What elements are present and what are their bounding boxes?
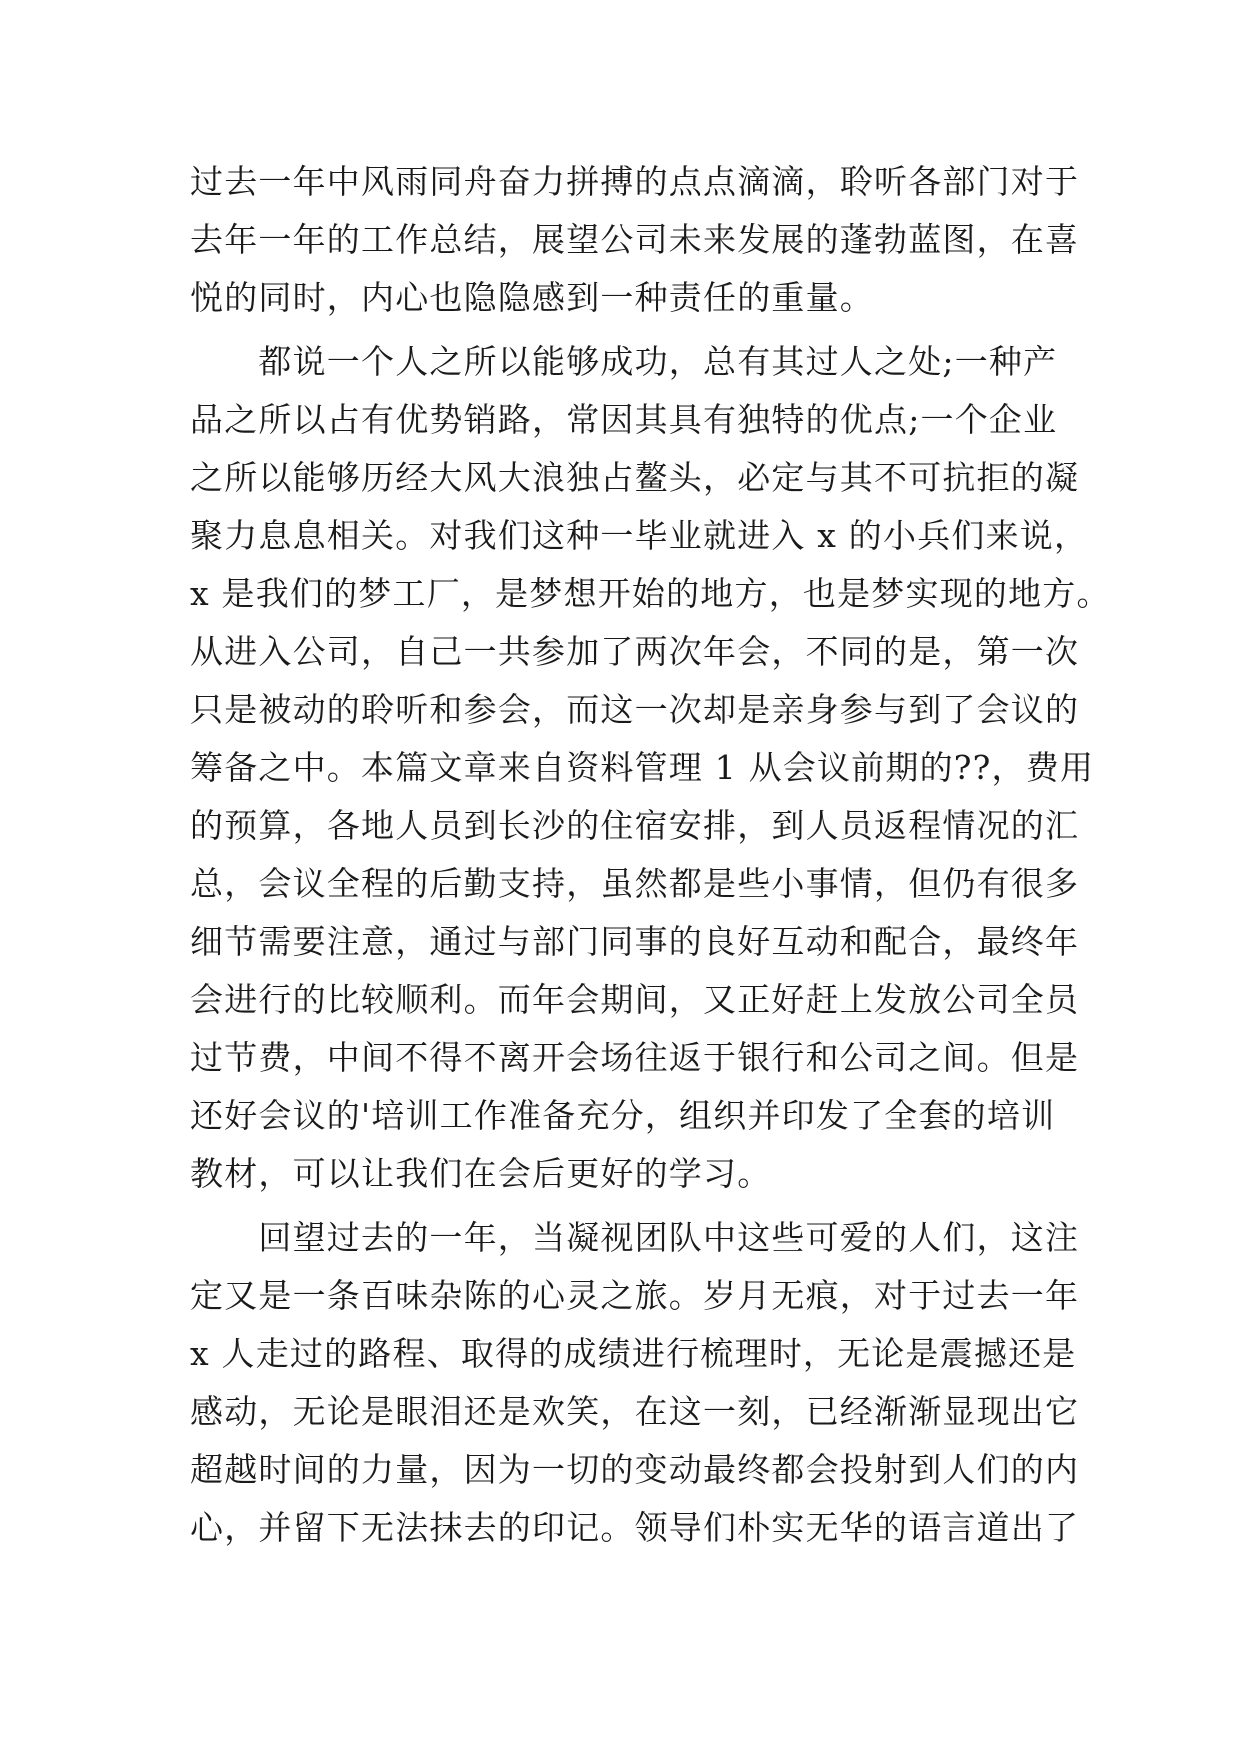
text-line: x 是我们的梦工厂，是梦想开始的地方，也是梦实现的地方。 [190, 574, 1111, 613]
text-line: 品之所以占有优势销路，常因其具有独特的优点;一个企业 [190, 400, 1058, 439]
text-line: 感动，无论是眼泪还是欢笑，在这一刻，已经渐渐显现出它 [190, 1392, 1080, 1431]
text-line: 超越时间的力量，因为一切的变动最终都会投射到人们的内 [190, 1450, 1080, 1489]
text-line: 去年一年的工作总结，展望公司未来发展的蓬勃蓝图，在喜 [190, 220, 1080, 259]
text-line: 总，会议全程的后勤支持，虽然都是些小事情，但仍有很多 [190, 864, 1080, 903]
text-line: 回望过去的一年，当凝视团队中这些可爱的人们，这注 [190, 1218, 1080, 1257]
text-line: x 人走过的路程、取得的成绩进行梳理时，无论是震撼还是 [190, 1334, 1077, 1373]
text-line: 心，并留下无法抹去的印记。领导们朴实无华的语言道出了 [190, 1508, 1080, 1547]
text-line: 从进入公司，自己一共参加了两次年会，不同的是，第一次 [190, 632, 1080, 671]
text-line: 只是被动的聆听和参会，而这一次却是亲身参与到了会议的 [190, 690, 1080, 729]
text-line: 之所以能够历经大风大浪独占鳌头，必定与其不可抗拒的凝 [190, 458, 1080, 497]
text-line: 定又是一条百味杂陈的心灵之旅。岁月无痕，对于过去一年 [190, 1276, 1080, 1315]
paragraph-2 [190, 333, 1111, 1203]
text-line: 聚力息息相关。对我们这种一毕业就进入 x 的小兵们来说， [190, 516, 1089, 555]
text-line: 细节需要注意，通过与部门同事的良好互动和配合，最终年 [190, 922, 1080, 961]
text-line: 筹备之中。本篇文章来自资料管理 1 从会议前期的??，费用 [190, 748, 1095, 787]
text-line: 都说一个人之所以能够成功，总有其过人之处;一种产 [190, 342, 1058, 381]
paragraph-3 [190, 1209, 1080, 1557]
text-line: 悦的同时，内心也隐隐感到一种责任的重量。 [190, 278, 874, 317]
text-line: 还好会议的'培训工作准备充分，组织并印发了全套的培训 [190, 1096, 1056, 1135]
document-body [190, 153, 1111, 1557]
text-line: 的预算，各地人员到长沙的住宿安排，到人员返程情况的汇 [190, 806, 1080, 845]
text-line: 过节费，中间不得不离开会场往返于银行和公司之间。但是 [190, 1038, 1080, 1077]
text-line: 过去一年中风雨同舟奋力拼搏的点点滴滴，聆听各部门对于 [190, 162, 1080, 201]
text-line: 教材，可以让我们在会后更好的学习。 [190, 1154, 772, 1193]
text-line: 会进行的比较顺利。而年会期间，又正好赶上发放公司全员 [190, 980, 1080, 1019]
paragraph-1 [190, 153, 1080, 327]
